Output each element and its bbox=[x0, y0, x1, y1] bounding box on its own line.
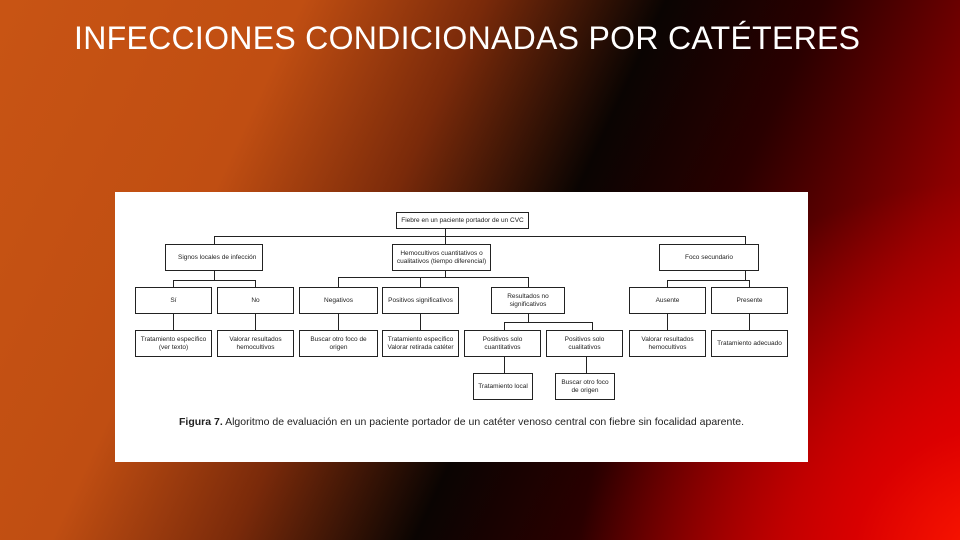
connector bbox=[528, 277, 529, 287]
node-hemocultivos: Hemocultivos cuantitativos o cualitativos (tiempo diferencial) bbox=[392, 244, 491, 271]
node-resultados-no-significativos: Resultados no significativos bbox=[491, 287, 565, 314]
connector bbox=[338, 277, 339, 287]
connector bbox=[173, 314, 174, 330]
connector bbox=[445, 271, 446, 277]
connector bbox=[745, 271, 746, 280]
node-si: Sí bbox=[135, 287, 212, 314]
connector bbox=[749, 280, 750, 287]
node-tratamiento-local: Tratamiento local bbox=[473, 373, 533, 400]
caption-label: Figura 7. bbox=[178, 416, 223, 428]
node-valorar-hemocultivos: Valorar resultados hemocultivos bbox=[629, 330, 706, 357]
slide-title: INFECCIONES CONDICIONADAS POR CATÉTERES bbox=[74, 20, 861, 56]
connector bbox=[504, 357, 505, 373]
node-tratamiento-retirada: Tratamiento específico Valorar retirada catéter bbox=[382, 330, 459, 357]
connector bbox=[255, 314, 256, 330]
node-ausente: Ausente bbox=[629, 287, 706, 314]
node-foco-secundario: Foco secundario bbox=[659, 244, 759, 271]
connector bbox=[255, 280, 256, 287]
connector bbox=[214, 236, 215, 244]
connector bbox=[338, 314, 339, 330]
connector bbox=[504, 322, 505, 330]
node-no: No bbox=[217, 287, 294, 314]
connector bbox=[504, 322, 592, 323]
node-tratamiento-especifico: Tratamiento específico (ver texto) bbox=[135, 330, 212, 357]
node-buscar-foco: Buscar otro foco de origen bbox=[299, 330, 378, 357]
node-buscar-foco-origen: Buscar otro foco de origen bbox=[555, 373, 615, 400]
connector bbox=[667, 314, 668, 330]
connector bbox=[214, 236, 745, 237]
connector bbox=[445, 228, 446, 244]
connector bbox=[667, 280, 749, 281]
connector bbox=[749, 314, 750, 330]
node-signos-locales: Signos locales de infección bbox=[165, 244, 263, 271]
connector bbox=[586, 357, 587, 373]
figure-caption bbox=[115, 416, 808, 428]
node-positivos-significativos: Positivos significativos bbox=[382, 287, 459, 314]
connector bbox=[420, 277, 421, 287]
node-root: Fiebre en un paciente portador de un CVC bbox=[396, 212, 529, 229]
node-valorar-hemocultivos: Valorar resultados hemocultivos bbox=[217, 330, 294, 357]
connector bbox=[592, 322, 593, 330]
caption-text: Algoritmo de evaluación en un paciente portador de un catéter venoso central con fiebre sin focalidad aparente. bbox=[222, 416, 745, 428]
connector bbox=[420, 314, 421, 330]
node-positivos-cualitativos: Positivos solo cualitativos bbox=[546, 330, 623, 357]
node-presente: Presente bbox=[711, 287, 788, 314]
node-tratamiento-adecuado: Tratamiento adecuado bbox=[711, 330, 788, 357]
node-negativos: Negativos bbox=[299, 287, 378, 314]
connector bbox=[173, 280, 255, 281]
node-positivos-cuantitativos: Positivos solo cuantitativos bbox=[464, 330, 541, 357]
algorithm-figure bbox=[115, 192, 808, 462]
connector bbox=[528, 314, 529, 322]
connector bbox=[214, 271, 215, 280]
connector bbox=[667, 280, 668, 287]
connector bbox=[173, 280, 174, 287]
connector bbox=[745, 236, 746, 244]
connector bbox=[338, 277, 528, 278]
